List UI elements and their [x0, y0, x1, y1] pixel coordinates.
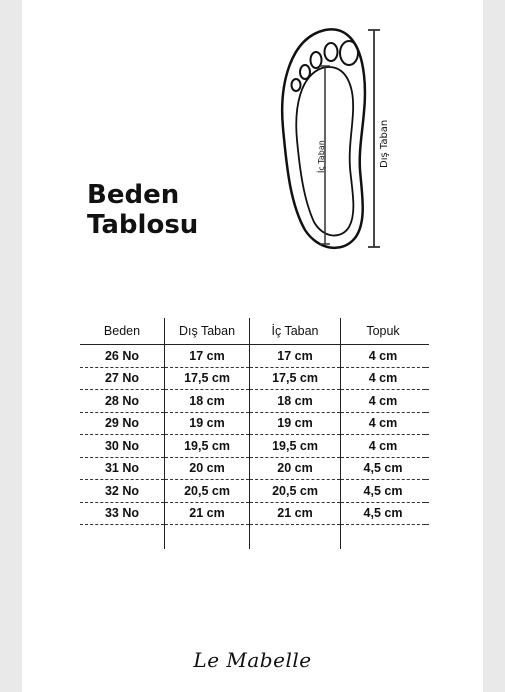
toe-3 [311, 52, 322, 68]
cell-spacer [425, 390, 429, 413]
cell-inner: 17 cm [250, 345, 341, 368]
cell-outer: 20,5 cm [165, 480, 250, 503]
size-chart-table [80, 318, 429, 549]
cell-outer: 18 cm [165, 390, 250, 413]
table-row [80, 367, 429, 390]
cell-outer: 19,5 cm [165, 435, 250, 458]
cell-inner: 18 cm [250, 390, 341, 413]
cell-spacer [425, 457, 429, 480]
foot-measurement-diagram [0, 0, 505, 300]
cell-spacer [425, 345, 429, 368]
cell-size: 29 No [80, 412, 165, 435]
cell-heel: 4 cm [341, 390, 426, 413]
inner-sole-label: İç Taban [317, 140, 326, 173]
cell-outer: 17,5 cm [165, 367, 250, 390]
cell-spacer [425, 367, 429, 390]
cell-heel: 4 cm [341, 345, 426, 368]
header-spacer [425, 318, 429, 345]
title-line-2: Tablosu [87, 210, 199, 240]
cell-spacer [425, 412, 429, 435]
table-row [80, 345, 429, 368]
cell-outer: 17 cm [165, 345, 250, 368]
table-header-row [80, 318, 429, 345]
toe-4 [300, 65, 310, 79]
cell-inner: 20 cm [250, 457, 341, 480]
table-row [80, 390, 429, 413]
cell-heel: 4 cm [341, 367, 426, 390]
table-row [80, 435, 429, 458]
table-row [80, 412, 429, 435]
cell-heel: 4 cm [341, 412, 426, 435]
cell-inner: 19 cm [250, 412, 341, 435]
cell-size: 33 No [80, 502, 165, 525]
header-ic-taban: İç Taban [250, 318, 341, 345]
cell-spacer [425, 502, 429, 525]
toe-2 [325, 43, 338, 61]
cell-size: 28 No [80, 390, 165, 413]
cell-outer: 19 cm [165, 412, 250, 435]
cell-size: 27 No [80, 367, 165, 390]
cell-inner: 17,5 cm [250, 367, 341, 390]
table-row [80, 502, 429, 525]
table-row [80, 457, 429, 480]
cell-heel: 4,5 cm [341, 480, 426, 503]
cell-heel: 4 cm [341, 435, 426, 458]
header-beden: Beden [80, 318, 165, 345]
cell-size: 32 No [80, 480, 165, 503]
cell-inner: 19,5 cm [250, 435, 341, 458]
cell-inner: 21 cm [250, 502, 341, 525]
big-toe [340, 41, 358, 65]
title-line-1: Beden [87, 180, 180, 210]
header-topuk: Topuk [341, 318, 426, 345]
cell-spacer [425, 435, 429, 458]
cell-heel: 4,5 cm [341, 502, 426, 525]
cell-size: 31 No [80, 457, 165, 480]
table-empty-row [80, 525, 429, 550]
cell-outer: 20 cm [165, 457, 250, 480]
toe-5 [292, 79, 301, 91]
brand-logo: Le Mabelle [193, 648, 312, 672]
cell-heel: 4,5 cm [341, 457, 426, 480]
table-row [80, 480, 429, 503]
header-dis-taban: Dış Taban [165, 318, 250, 345]
cell-outer: 21 cm [165, 502, 250, 525]
cell-spacer [425, 480, 429, 503]
cell-inner: 20,5 cm [250, 480, 341, 503]
outer-sole-label: Dış Taban [379, 119, 390, 168]
cell-size: 30 No [80, 435, 165, 458]
cell-size: 26 No [80, 345, 165, 368]
